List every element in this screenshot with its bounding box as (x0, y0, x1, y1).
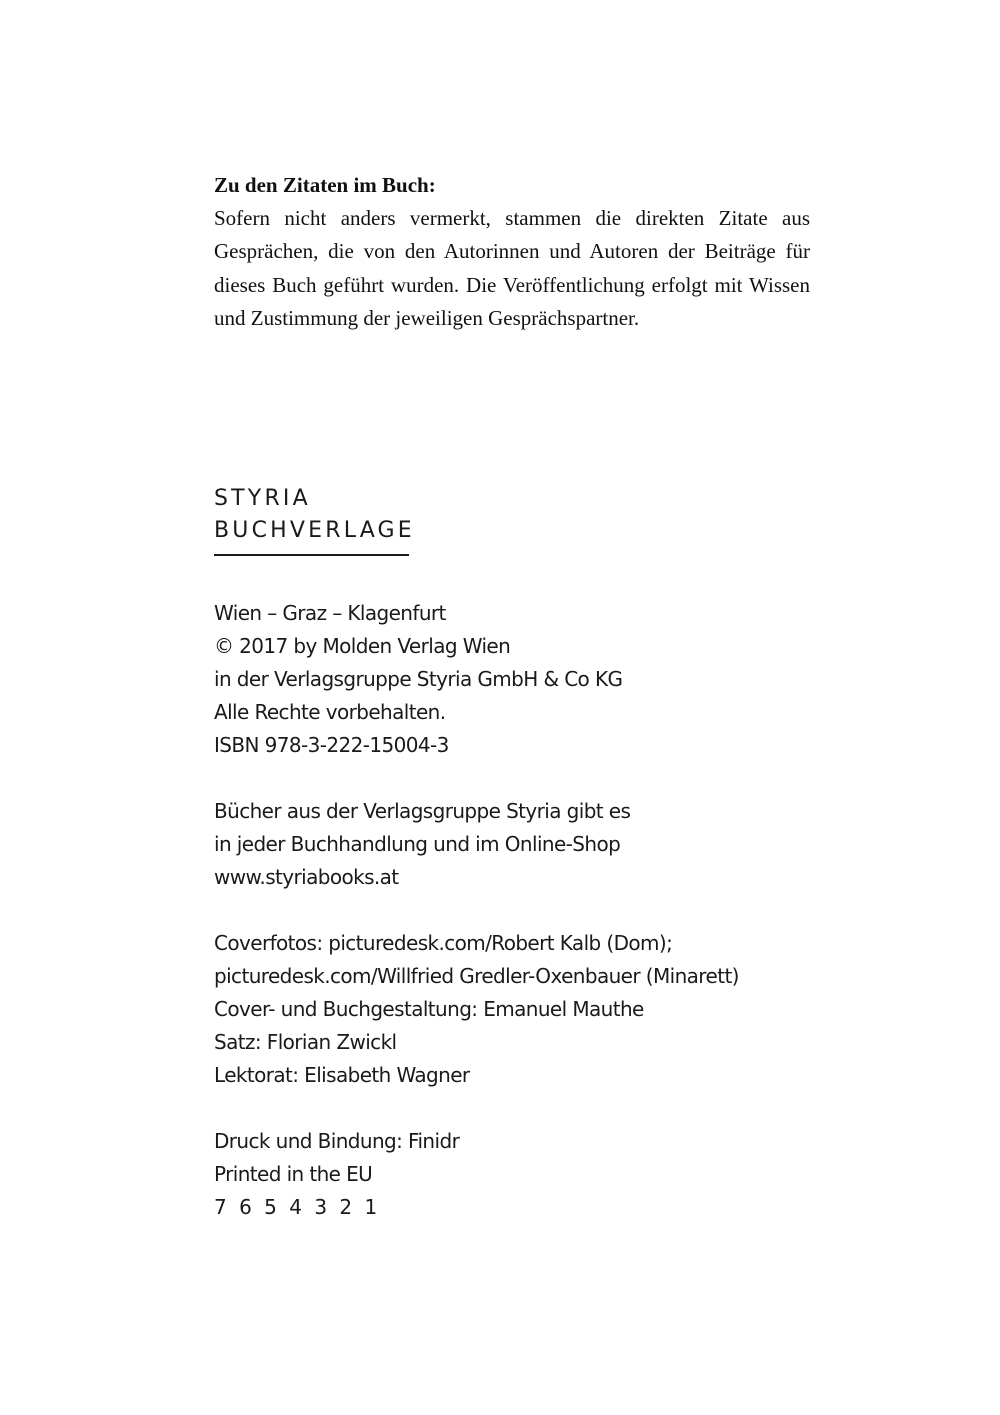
print-info (214, 1125, 834, 1224)
quotes-note-heading: Zu den Zitaten im Buch: (214, 173, 436, 197)
typesetting-credit: Satz: Florian Zwickl (214, 1030, 397, 1054)
credits-info (214, 927, 834, 1092)
printing-credit: Druck und Bindung: Finidr (214, 1129, 460, 1153)
printed-in: Printed in the EU (214, 1162, 373, 1186)
shop-line: Bücher aus der Verlagsgruppe Styria gibt es (214, 799, 631, 823)
logo-line-buchverlage: BUCHVERLAGE (214, 518, 415, 543)
logo-underline (214, 554, 409, 556)
quotes-note (214, 169, 810, 335)
design-credit: Cover- und Buchgestaltung: Emanuel Mauthe (214, 997, 644, 1021)
website-link[interactable]: www.styriabooks.at (214, 865, 399, 889)
logo-line-styria: STYRIA (214, 486, 311, 511)
publisher-cities: Wien – Graz – Klagenfurt (214, 601, 446, 625)
cover-photos-credit: Coverfotos: picturedesk.com/Robert Kalb (Dom); (214, 931, 673, 955)
shop-info (214, 795, 834, 894)
copyright-line: © 2017 by Molden Verlag Wien (214, 634, 511, 658)
shop-line: in jeder Buchhandlung und im Online-Shop (214, 832, 621, 856)
cover-photos-credit-cont: picturedesk.com/Willfried Gredler-Oxenbauer (Minarett) (214, 964, 739, 988)
publisher-group: in der Verlagsgruppe Styria GmbH & Co KG (214, 667, 623, 691)
publisher-info (214, 597, 834, 762)
isbn: ISBN 978-3-222-15004-3 (214, 733, 449, 757)
publisher-logo (214, 483, 415, 556)
editing-credit: Lektorat: Elisabeth Wagner (214, 1063, 470, 1087)
quotes-note-body: Sofern nicht anders vermerkt, stammen die direkten Zitate aus Gesprächen, die von den Autorinnen und Autoren der Beiträge für dieses Buch geführt wurden. Die Veröffentlichung erfolgt mit Wissen und Zustimmung der jeweiligen Gesprächspartner. (214, 206, 810, 330)
rights-reserved: Alle Rechte vorbehalten. (214, 700, 446, 724)
print-run-numbers: 7 6 5 4 3 2 1 (214, 1195, 381, 1219)
